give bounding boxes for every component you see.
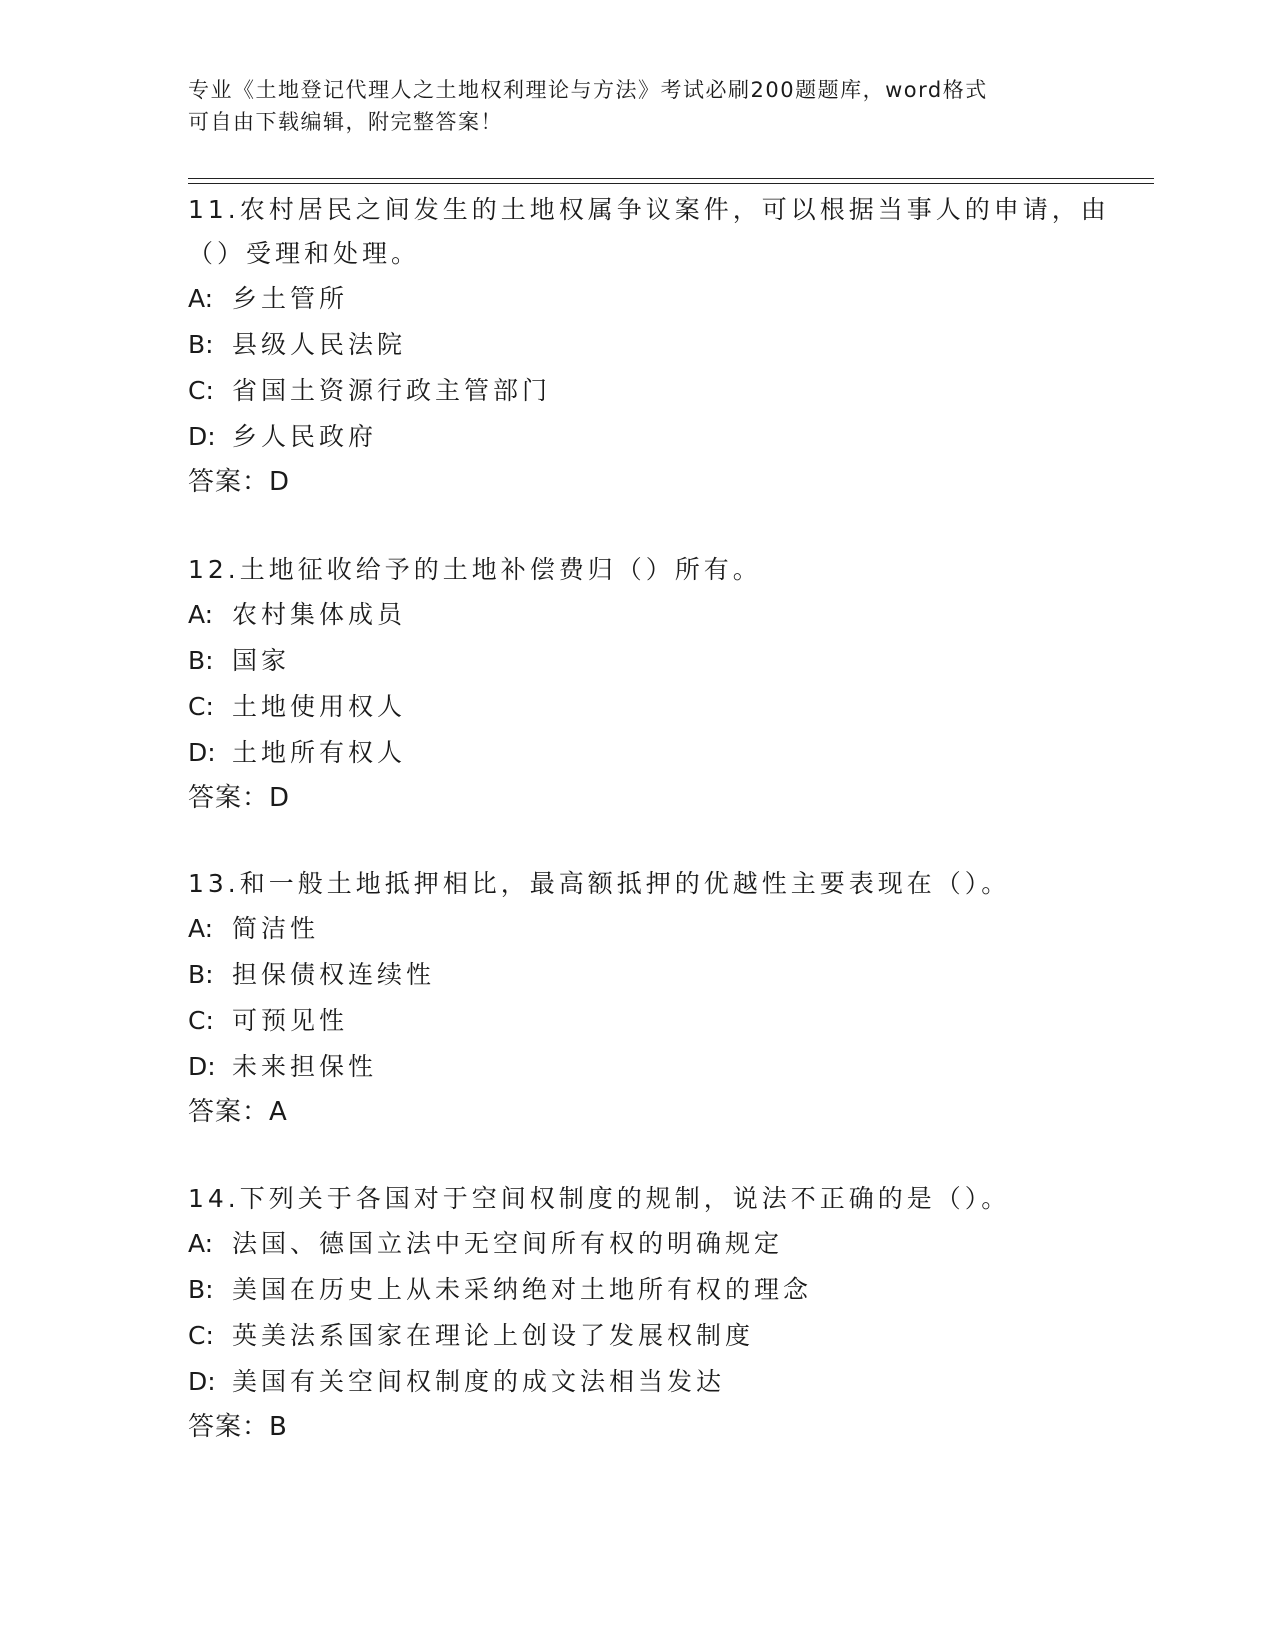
option-text: 美国在历史上从未采纳绝对土地所有权的理念 <box>232 1275 813 1304</box>
option-a <box>188 276 1148 322</box>
option-text: 县级人民法院 <box>232 330 407 359</box>
option-text: 土地所有权人 <box>232 738 407 767</box>
option-a <box>188 592 1148 638</box>
question-stem: 11.农村居民之间发生的土地权属争议案件，可以根据当事人的申请，由（）受理和处理。 <box>188 195 1110 268</box>
option-label: B: <box>188 330 214 359</box>
option-text: 简洁性 <box>232 914 320 943</box>
option-label: D: <box>188 738 216 767</box>
option-text: 乡人民政府 <box>232 422 378 451</box>
answer: 答案：B <box>188 1412 288 1442</box>
option-a <box>188 1221 1148 1267</box>
option-text: 法国、德国立法中无空间所有权的明确规定 <box>232 1229 784 1258</box>
option-text: 省国土资源行政主管部门 <box>232 376 552 405</box>
option-b <box>188 638 1148 684</box>
answer: 答案：A <box>188 1097 288 1127</box>
question-stem: 12.土地征收给予的土地补偿费归（）所有。 <box>188 555 762 584</box>
option-d <box>188 1359 1148 1405</box>
option-text: 英美法系国家在理论上创设了发展权制度 <box>232 1321 755 1350</box>
option-d <box>188 1044 1148 1090</box>
option-b <box>188 1267 1148 1313</box>
option-label: B: <box>188 960 214 989</box>
answer: 答案：D <box>188 783 291 813</box>
option-label: C: <box>188 376 214 405</box>
option-c <box>188 684 1148 730</box>
option-text: 土地使用权人 <box>232 692 407 721</box>
option-label: B: <box>188 1275 214 1304</box>
option-text: 农村集体成员 <box>232 600 407 629</box>
option-label: C: <box>188 692 214 721</box>
option-text: 美国有关空间权制度的成文法相当发达 <box>232 1367 726 1396</box>
option-label: A: <box>188 600 214 629</box>
option-c <box>188 368 1148 414</box>
question-12 <box>188 548 1148 820</box>
answer: 答案：D <box>188 467 291 497</box>
option-b <box>188 322 1148 368</box>
option-text: 担保债权连续性 <box>232 960 436 989</box>
header-line-2: 可自由下载编辑，附完整答案！ <box>188 110 503 134</box>
question-stem: 13.和一般土地抵押相比，最高额抵押的优越性主要表现在（）。 <box>188 869 1011 898</box>
option-label: A: <box>188 1229 214 1258</box>
option-d <box>188 730 1148 776</box>
option-label: C: <box>188 1006 214 1035</box>
option-c <box>188 998 1148 1044</box>
question-14 <box>188 1177 1148 1449</box>
option-b <box>188 952 1148 998</box>
option-label: A: <box>188 284 214 313</box>
question-11 <box>188 188 1148 504</box>
header-divider-top <box>188 178 1154 179</box>
option-text: 可预见性 <box>232 1006 349 1035</box>
option-label: B: <box>188 646 214 675</box>
header-divider-bottom <box>188 183 1154 184</box>
header-line-1: 专业《土地登记代理人之土地权利理论与方法》考试必刷200题题库，word格式 <box>188 78 988 102</box>
option-label: D: <box>188 422 216 451</box>
question-13 <box>188 862 1148 1134</box>
option-label: D: <box>188 1052 216 1081</box>
option-label: D: <box>188 1367 216 1396</box>
option-label: A: <box>188 914 214 943</box>
option-c <box>188 1313 1148 1359</box>
document-header <box>188 74 1088 138</box>
option-label: C: <box>188 1321 214 1350</box>
question-stem: 14.下列关于各国对于空间权制度的规制，说法不正确的是（）。 <box>188 1184 1011 1213</box>
option-text: 国家 <box>232 646 291 675</box>
option-d <box>188 414 1148 460</box>
option-text: 未来担保性 <box>232 1052 378 1081</box>
option-text: 乡土管所 <box>232 284 349 313</box>
option-a <box>188 906 1148 952</box>
